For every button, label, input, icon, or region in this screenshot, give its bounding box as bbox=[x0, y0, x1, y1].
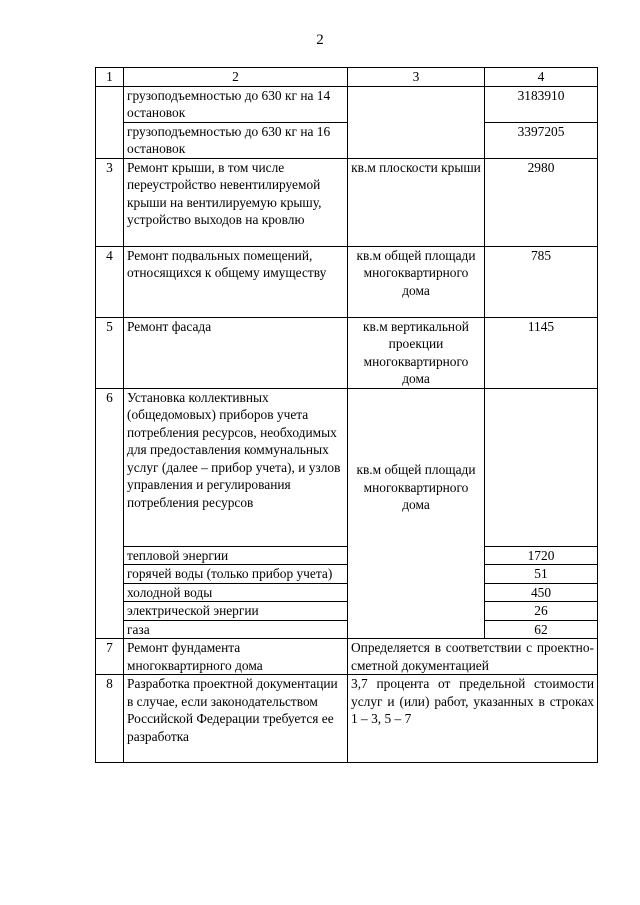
table-row bbox=[96, 86, 598, 122]
value-cell: 450 bbox=[485, 583, 598, 602]
note-cell: 3,7 процента от предельной стоимости услуг и (или) работ, указанных в строках 1 – 3, 5 – 7 bbox=[348, 675, 598, 763]
desc-cell: электрической энергии bbox=[124, 602, 348, 621]
note-cell: Определяется в соответствии с проектно-сметной документацией bbox=[348, 639, 598, 675]
unit-cell: кв.м общей площади многоквартирного дома bbox=[348, 246, 485, 317]
value-cell: 3183910 bbox=[485, 86, 598, 122]
num-cell: 8 bbox=[96, 675, 124, 763]
desc-cell: Ремонт фасада bbox=[124, 317, 348, 388]
unit-cell: кв.м плоскости крыши bbox=[348, 158, 485, 246]
desc-cell: грузоподъемностью до 630 кг на 14 остановок bbox=[124, 86, 348, 122]
works-table bbox=[95, 67, 598, 763]
table-row bbox=[96, 317, 598, 388]
unit-text: кв.м общей площади многоквартирного дома bbox=[356, 462, 476, 512]
table-row bbox=[96, 122, 598, 158]
table-row bbox=[96, 675, 598, 763]
value-cell: 62 bbox=[485, 620, 598, 639]
value-cell: 26 bbox=[485, 602, 598, 621]
desc-cell: Ремонт фундамента многоквартирного дома bbox=[124, 639, 348, 675]
desc-cell: Ремонт подвальных помещений, относящихся к общему имуществу bbox=[124, 246, 348, 317]
value-cell: 1720 bbox=[485, 546, 598, 565]
desc-cell: горячей воды (только прибор учета) bbox=[124, 565, 348, 584]
num-cell: 4 bbox=[96, 246, 124, 317]
desc-cell: газа bbox=[124, 620, 348, 639]
value-cell bbox=[485, 388, 598, 546]
value-cell: 2980 bbox=[485, 158, 598, 246]
unit-cell: кв.м вертикальной проекции многоквартирного дома bbox=[348, 317, 485, 388]
value-cell: 51 bbox=[485, 565, 598, 584]
table-row bbox=[96, 158, 598, 246]
num-cell bbox=[96, 86, 124, 158]
table-row bbox=[96, 546, 598, 565]
num-cell: 5 bbox=[96, 317, 124, 388]
desc-cell: тепловой энергии bbox=[124, 546, 348, 565]
header-cell-1: 1 bbox=[96, 68, 124, 87]
desc-cell: грузоподъемностью до 630 кг на 16 остановок bbox=[124, 122, 348, 158]
header-cell-2: 2 bbox=[124, 68, 348, 87]
table-row bbox=[96, 620, 598, 639]
desc-cell: Разработка проектной документации в случае, если законодательством Российской Федерации требуется ее разработка bbox=[124, 675, 348, 763]
table-row bbox=[96, 639, 598, 675]
desc-cell: Установка коллективных (общедомовых) приборов учета потребления ресурсов, необходимых для предоставления коммунальных услуг (далее – прибор учета), и узлов управления и регулирования потребления ресурсов bbox=[124, 388, 348, 546]
table-row bbox=[96, 602, 598, 621]
header-cell-3: 3 bbox=[348, 68, 485, 87]
table-row bbox=[96, 583, 598, 602]
table-row bbox=[96, 246, 598, 317]
page-number: 2 bbox=[316, 32, 324, 48]
desc-cell: Ремонт крыши, в том числе переустройство невентилируемой крыши на вентилируемую крышу, устройство выходов на кровлю bbox=[124, 158, 348, 246]
table-row bbox=[96, 565, 598, 584]
value-cell: 1145 bbox=[485, 317, 598, 388]
header-row bbox=[96, 68, 598, 87]
value-cell: 785 bbox=[485, 246, 598, 317]
header-cell-4: 4 bbox=[485, 68, 598, 87]
unit-cell bbox=[348, 86, 485, 158]
value-cell: 3397205 bbox=[485, 122, 598, 158]
desc-cell: холодной воды bbox=[124, 583, 348, 602]
num-cell: 3 bbox=[96, 158, 124, 246]
table-row bbox=[96, 388, 598, 546]
num-cell: 6 bbox=[96, 388, 124, 639]
unit-cell bbox=[348, 388, 485, 639]
num-cell: 7 bbox=[96, 639, 124, 675]
